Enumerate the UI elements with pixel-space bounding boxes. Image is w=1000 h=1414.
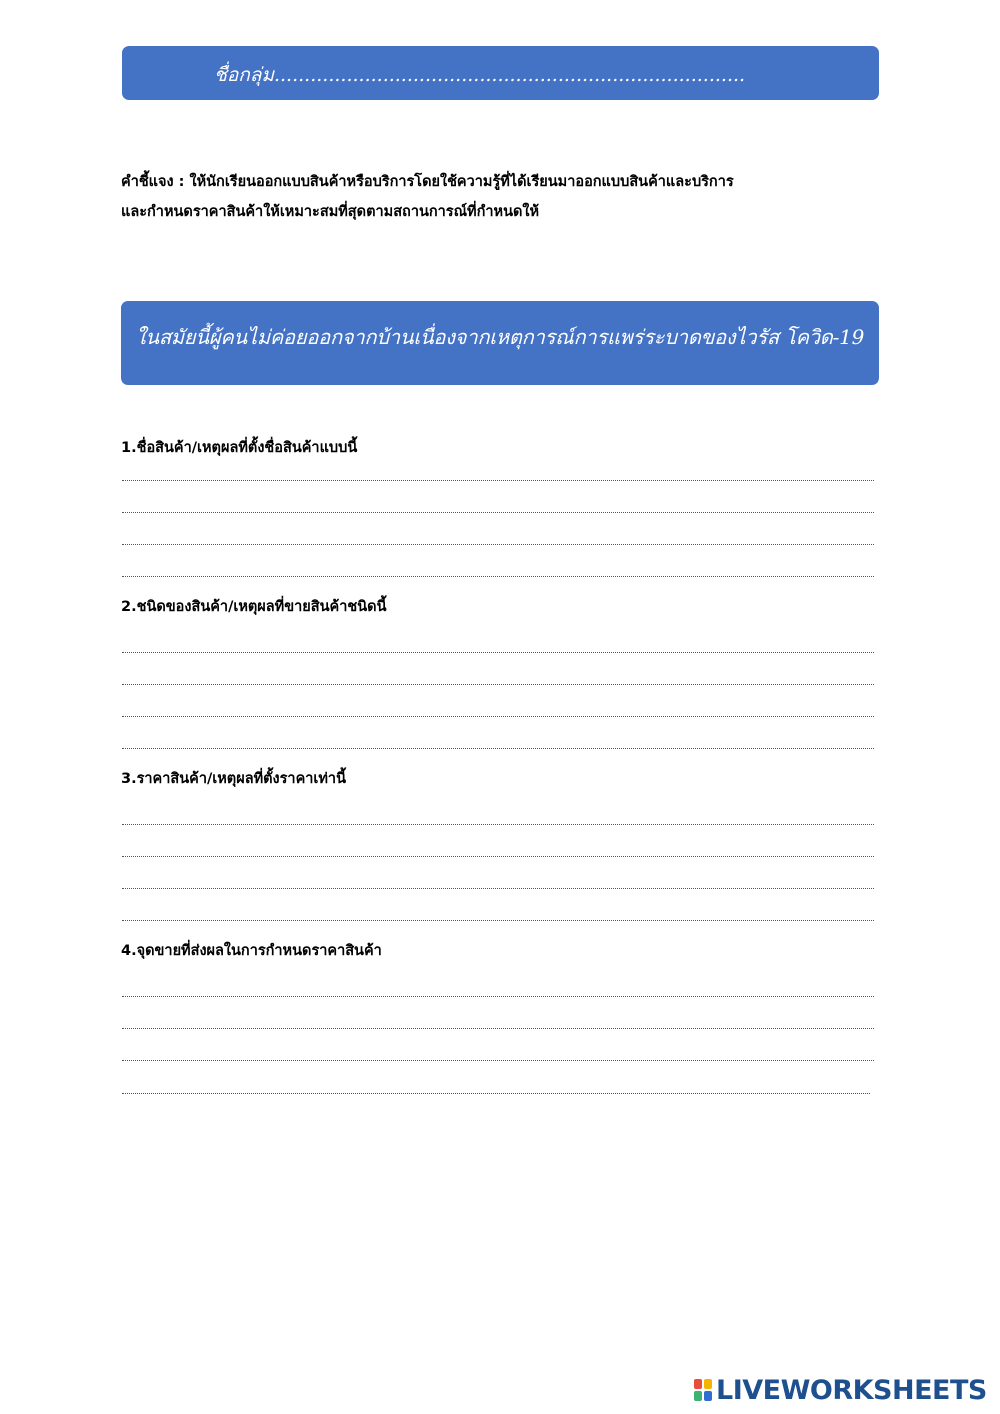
answer-line[interactable]: [122, 652, 874, 653]
logo-square-icon: [704, 1379, 712, 1389]
question-4-label: 4.จุดขายที่ส่งผลในการกำหนดราคาสินค้า: [121, 943, 382, 959]
answer-line[interactable]: [122, 824, 874, 825]
answer-line[interactable]: [122, 1060, 874, 1061]
scenario-banner: [121, 301, 879, 385]
answer-line[interactable]: [122, 888, 874, 889]
instructions-line-1: คำชี้แจง : ให้นักเรียนออกแบบสินค้าหรือบริการโดยใช้ความรู้ที่ได้เรียนมาออกแบบสินค้าและบริการ: [121, 174, 734, 190]
liveworksheets-logo: [694, 1376, 987, 1404]
answer-line[interactable]: [122, 716, 874, 717]
answer-line[interactable]: [122, 576, 874, 577]
answer-line[interactable]: [122, 544, 874, 545]
answer-line[interactable]: [122, 996, 874, 997]
group-name-label: ชื่อกลุ่ม..............................................................................: [214, 64, 746, 86]
group-name-banner: [122, 46, 879, 100]
answer-line[interactable]: [122, 512, 874, 513]
logo-square-icon: [694, 1379, 702, 1389]
logo-square-icon: [694, 1391, 702, 1401]
answer-line[interactable]: [122, 920, 874, 921]
answer-line[interactable]: [122, 1028, 874, 1029]
question-1-label: 1.ชื่อสินค้า/เหตุผลที่ตั้งชื่อสินค้าแบบนี้: [121, 440, 358, 456]
scenario-text: ในสมัยนี้ผู้คนไม่ค่อยออกจากบ้านเนื่องจากเหตุการณ์การแพร่ระบาดของไวรัส โควิด-19: [135, 325, 865, 349]
answer-line[interactable]: [122, 748, 874, 749]
instructions-line-2: และกำหนดราคาสินค้าให้เหมาะสมที่สุดตามสถานการณ์ที่กำหนดให้: [121, 204, 540, 220]
question-2-label: 2.ชนิดของสินค้า/เหตุผลที่ขายสินค้าชนิดนี้: [121, 599, 387, 615]
logo-square-icon: [704, 1391, 712, 1401]
answer-line[interactable]: [122, 480, 874, 481]
question-3-label: 3.ราคาสินค้า/เหตุผลที่ตั้งราคาเท่านี้: [121, 771, 346, 787]
answer-line[interactable]: [122, 684, 874, 685]
logo-mark-icon: [694, 1379, 712, 1401]
answer-line[interactable]: [122, 1093, 870, 1094]
answer-line[interactable]: [122, 856, 874, 857]
logo-text: LIVEWORKSHEETS: [716, 1374, 987, 1406]
